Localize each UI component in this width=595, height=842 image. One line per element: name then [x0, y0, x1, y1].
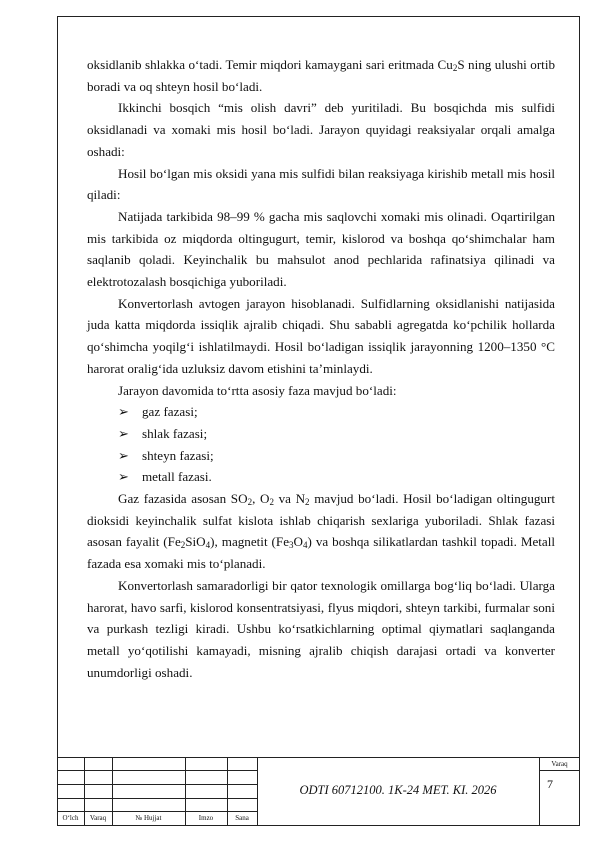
label-hujjat: № Hujjat [135, 814, 162, 822]
paragraph-p1: Ikkinchi bosqich “mis olish davri” deb yuritiladi. Bu bosqichda mis sulfidi oksidlanadi va xomaki mis hosil bo‘ladi. Jarayon quyidagi reaksiyalar orqali amalga oshadi: [87, 100, 555, 159]
page-label: Varaq [551, 760, 568, 768]
paragraph-p0: oksidlanib shlakka o‘tadi. Temir miqdori kamaygani sari eritmada $Cu_2S$ ning ulushi ortib boradi va oq shteyn hosil bo‘ladi. [87, 57, 556, 94]
list-item: ➢ shlak fazasi; [118, 423, 555, 445]
paragraph-p7: Konvertorlash samaradorligi bir qator texnologik omillarga bog‘liq bo‘ladi. Ularga harorat, havo sarfi, kislorod konsentratsiyasi, flyus miqdori, shteyn tarkibi, furmalar soni va purkash tezligi kiradi. Ushbu ko‘rsatkichlarning optimal qiymatlari saqlanganda metall yo‘qotilishi kamayadi, misning ajralib chiqish darajasi ortadi va konverter unumdorligi oshadi. [87, 577, 555, 680]
document-body [87, 54, 555, 683]
paragraph-p4: Konvertorlash avtogen jarayon hisoblanadi. Sulfidlarning oksidlanishi natijasida juda katta miqdorda issiqlik ajralib chiqadi. Shu sababli agregatda ko‘pchilik hollarda qo‘shimcha yoqilg‘i ishlatilmaydi. Hosil bo‘ladigan issiqlik jarayonning 1200–1350 °C harorat oralig‘ida uzluksiz davom etishini ta’minlaydi. [87, 295, 555, 376]
list-item: ➢ metall fazasi. [118, 466, 555, 488]
title-block [57, 757, 580, 826]
arrow-bullet-icon: ➢ [118, 469, 129, 485]
label-imzo: Imzo [198, 814, 214, 822]
paragraph-p5: Jarayon davomida to‘rtta asosiy faza mavjud bo‘ladi: [118, 382, 397, 398]
paragraph-p6: Gaz fazasida asosan $SO_2$, $O_2$ va $N_2$ mavjud bo‘ladi. Hosil bo‘ladigan oltingugurt dioksidi keyinchalik sulfat kislota ishlab chiqarish sexlariga yuboriladi. Shlak fazasi asosan fayalit $(Fe_2SiO_4)$, magnetit $(Fe_3O_4)$ va boshqa silikatlardan tashkil topadi. Metall fazada esa xomaki mis to‘planadi. [87, 491, 555, 572]
label-olch: O‘lch [62, 814, 79, 822]
paragraph-p3: Natijada tarkibida 98–99 % gacha mis saqlovchi xomaki mis olinadi. Oqartirilgan mis tarkibida oz miqdorda oltingugurt, temir, kislorod va boshqa qo‘shimchalar ham saqlanib qoladi. Keyinchalik bu mahsulot anod pechlarida rafinatsiya qilinadi va elektrotozalash bosqichiga yuboriladi. [87, 208, 555, 290]
label-varaq: Varaq [89, 814, 107, 822]
arrow-bullet-icon: ➢ [118, 447, 129, 463]
document-code: ODTI 60712100. 1K-24 MET. KI. 2026 [299, 783, 497, 797]
paragraph-p2: Hosil bo‘lgan mis oksidi yana mis sulfidi bilan reaksiyaga kirishib metall mis hosil qiladi: [87, 165, 555, 203]
page-number: 7 [547, 777, 553, 791]
arrow-bullet-icon: ➢ [118, 425, 129, 441]
phase-list [87, 401, 555, 488]
arrow-bullet-icon: ➢ [118, 404, 129, 420]
list-item: ➢ gaz fazasi; [118, 401, 555, 423]
label-sana: Sana [235, 814, 249, 822]
list-item: ➢ shteyn fazasi; [118, 445, 555, 467]
